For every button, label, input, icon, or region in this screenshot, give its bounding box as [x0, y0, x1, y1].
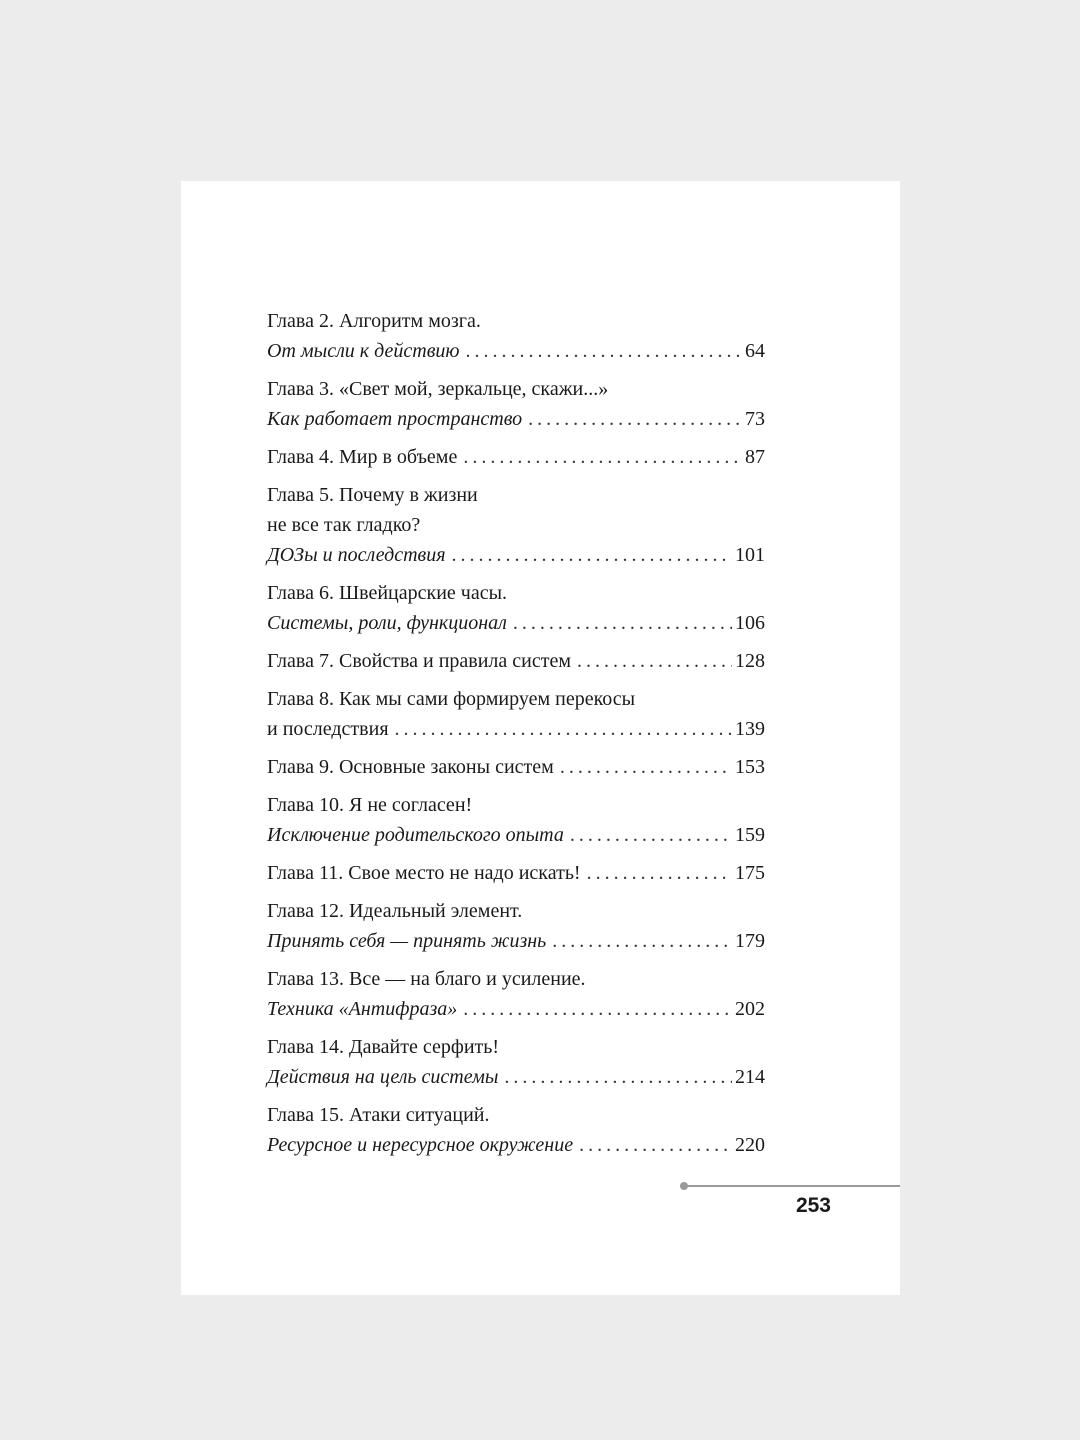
toc-entry [267, 896, 765, 956]
toc-subtitle: Как работает пространство [267, 408, 523, 430]
toc-page-number: 159 [735, 824, 765, 846]
toc-subtitle: ДОЗы и последствия [267, 544, 446, 566]
toc-line [267, 306, 765, 336]
toc-entry [267, 858, 765, 888]
toc-subtitle: Техника «Антифраза» [267, 998, 458, 1020]
toc-chapter-title: Глава 14. Давайте серфить! [267, 1036, 500, 1058]
toc-line [267, 608, 765, 638]
toc-dot-leader [466, 336, 743, 366]
toc-line [267, 684, 765, 714]
toc-chapter-title: Глава 4. Мир в объеме [267, 446, 458, 468]
toc-chapter-title: Глава 6. Швейцарские часы. [267, 582, 508, 604]
toc-page-number: 202 [735, 998, 765, 1020]
toc-dot-leader [463, 994, 732, 1024]
toc-page-number: 128 [735, 650, 765, 672]
toc-page-number: 153 [735, 756, 765, 778]
toc-line [267, 578, 765, 608]
toc-dot-leader [577, 646, 732, 676]
toc-chapter-title: Глава 3. «Свет мой, зеркальце, скажи...» [267, 378, 609, 400]
toc-line [267, 336, 765, 366]
table-of-contents [267, 306, 765, 1168]
toc-chapter-title: Глава 8. Как мы сами формируем перекосы [267, 688, 636, 710]
toc-subtitle: Принять себя — принять жизнь [267, 930, 547, 952]
toc-chapter-title: Глава 11. Свое место не надо искать! [267, 862, 581, 884]
toc-chapter-title: Глава 13. Все — на благо и усиление. [267, 968, 586, 990]
toc-dot-leader [579, 1130, 732, 1160]
toc-dot-leader [560, 752, 732, 782]
toc-page-number: 106 [735, 612, 765, 634]
toc-entry [267, 374, 765, 434]
toc-chapter-title: и последствия [267, 718, 389, 740]
toc-line [267, 1130, 765, 1160]
toc-line [267, 752, 765, 782]
toc-entry [267, 480, 765, 570]
toc-entry [267, 1100, 765, 1160]
toc-entry [267, 752, 765, 782]
toc-page-number: 214 [735, 1066, 765, 1088]
toc-line [267, 1062, 765, 1092]
book-page [181, 181, 900, 1295]
toc-line [267, 442, 765, 472]
toc-page-number: 220 [735, 1134, 765, 1156]
toc-dot-leader [552, 926, 732, 956]
toc-entry [267, 684, 765, 744]
toc-chapter-title: Глава 2. Алгоритм мозга. [267, 310, 481, 332]
toc-subtitle: Ресурсное и нересурсное окружение [267, 1134, 574, 1156]
toc-entry [267, 964, 765, 1024]
toc-line [267, 374, 765, 404]
toc-entry [267, 790, 765, 850]
toc-line [267, 1100, 765, 1130]
toc-page-number: 175 [735, 862, 765, 884]
toc-chapter-title: Глава 7. Свойства и правила систем [267, 650, 572, 672]
toc-subtitle: Исключение родительского опыта [267, 824, 564, 846]
toc-dot-leader [587, 858, 732, 888]
folio-rule [685, 1185, 900, 1187]
toc-dot-leader [528, 404, 742, 434]
toc-entry [267, 1032, 765, 1092]
toc-dot-leader [504, 1062, 732, 1092]
toc-page-number: 101 [735, 544, 765, 566]
toc-line [267, 964, 765, 994]
toc-page-number: 139 [735, 718, 765, 740]
toc-line [267, 480, 765, 510]
toc-line [267, 646, 765, 676]
toc-subtitle: Системы, роли, функционал [267, 612, 507, 634]
toc-dot-leader [570, 820, 732, 850]
toc-dot-leader [395, 714, 732, 744]
page-number: 253 [795, 1194, 831, 1217]
toc-subtitle: От мысли к действию [267, 340, 460, 362]
toc-line [267, 896, 765, 926]
toc-chapter-title: Глава 10. Я не согласен! [267, 794, 473, 816]
toc-entry [267, 306, 765, 366]
toc-chapter-title: Глава 15. Атаки ситуаций. [267, 1104, 490, 1126]
toc-line [267, 714, 765, 744]
toc-chapter-title: Глава 12. Идеальный элемент. [267, 900, 523, 922]
toc-entry [267, 578, 765, 638]
toc-line [267, 820, 765, 850]
toc-line [267, 404, 765, 434]
toc-line [267, 994, 765, 1024]
toc-entry [267, 646, 765, 676]
toc-dot-leader [452, 540, 732, 570]
toc-page-number: 64 [745, 340, 765, 362]
toc-chapter-title: Глава 5. Почему в жизни [267, 484, 478, 506]
toc-page-number: 73 [745, 408, 765, 430]
toc-dot-leader [463, 442, 742, 472]
toc-line [267, 926, 765, 956]
toc-line [267, 1032, 765, 1062]
toc-line [267, 858, 765, 888]
toc-line [267, 540, 765, 570]
toc-page-number: 87 [745, 446, 765, 468]
toc-line [267, 790, 765, 820]
toc-entry [267, 442, 765, 472]
toc-dot-leader [513, 608, 732, 638]
toc-page-number: 179 [735, 930, 765, 952]
toc-chapter-title: Глава 9. Основные законы систем [267, 756, 554, 778]
toc-line [267, 510, 765, 540]
toc-chapter-title: не все так гладко? [267, 514, 421, 536]
toc-subtitle: Действия на цель системы [267, 1066, 499, 1088]
